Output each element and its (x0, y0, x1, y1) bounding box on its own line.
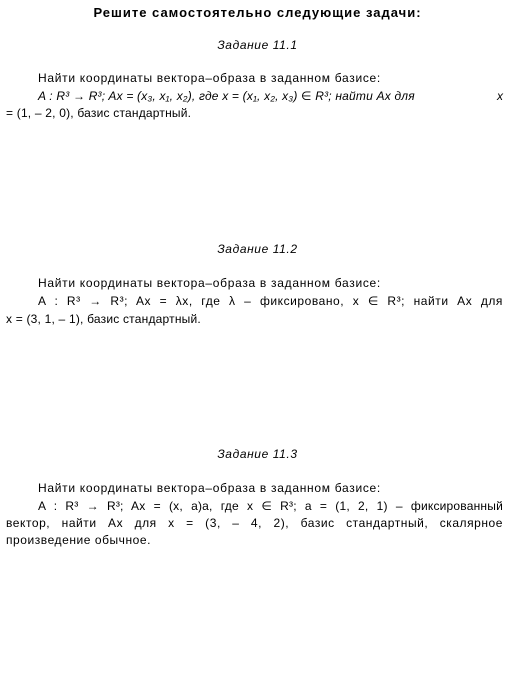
task-statement-11-1: A : R³ → R³; Ax = (x₃, x₁, x₂), где x = (x₁, x₂, x₃) ∈ R³; найти Ax для (38, 89, 415, 103)
task-statement-11-1-end: x (497, 89, 504, 103)
task-statement-11-3-end: произведение обычное. (6, 533, 151, 547)
task-statement-11-3: A : R³ → R³; Ax = (x, a)a, где x ∈ R³; a = (1, 2, 1) – фиксированный (38, 499, 503, 513)
task-statement-11-1-cont: = (1, – 2, 0), базис стандартный. (6, 106, 192, 120)
task-intro-11-3: Найти координаты вектора–образа в заданном базисе: (38, 481, 381, 495)
task-intro-11-2: Найти координаты вектора–образа в заданном базисе: (38, 276, 381, 290)
task-statement-11-2-cont: x = (3, 1, – 1), базис стандартный. (6, 312, 201, 326)
task-statement-11-3-cont: вектор, найти Ax для x = (3, – 4, 2), базис стандартный, скалярное (6, 516, 503, 530)
document-title: Решите самостоятельно следующие задачи: (93, 5, 422, 20)
task-heading-11-1: Задание 11.1 (217, 38, 298, 52)
task-heading-11-3: Задание 11.3 (217, 447, 298, 461)
task-statement-11-2: A : R³ → R³; Ax = λx, где λ – фиксировано, x ∈ R³; найти Ax для (38, 294, 503, 308)
task-intro-11-1: Найти координаты вектора–образа в заданном базисе: (38, 71, 381, 85)
task-heading-11-2: Задание 11.2 (217, 242, 298, 256)
